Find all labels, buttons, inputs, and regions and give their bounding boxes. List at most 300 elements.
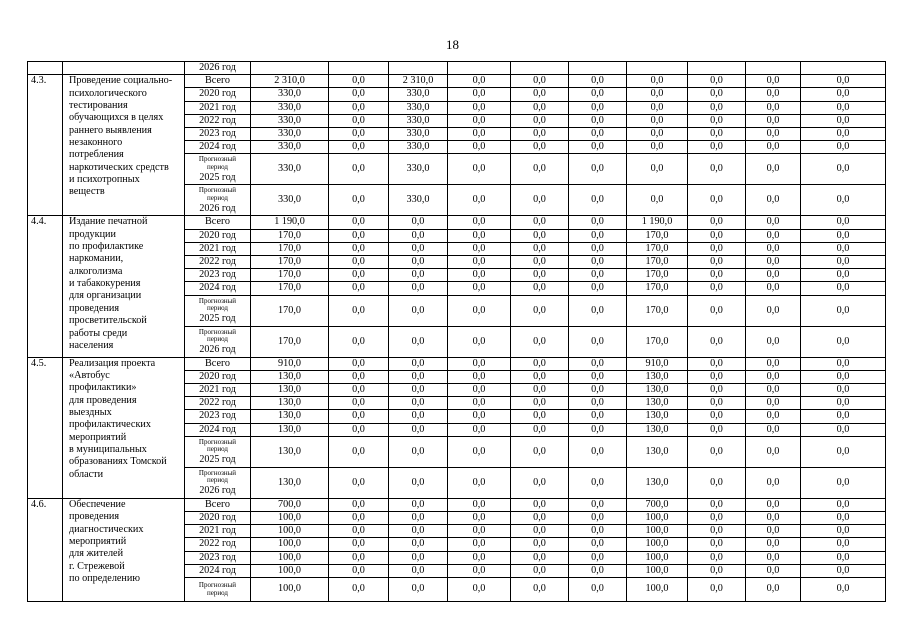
value-cell: 0,0	[688, 384, 746, 397]
value-cell: 0,0	[448, 256, 511, 269]
period-label: период	[207, 588, 228, 597]
table-row-continuation	[28, 62, 886, 75]
value-cell: 0,0	[511, 498, 569, 511]
value-cell: 0,0	[448, 295, 511, 326]
value-cell: 0,0	[389, 397, 448, 410]
value-cell: 170,0	[627, 229, 688, 242]
value-cell: 0,0	[569, 498, 627, 511]
value-cell: 0,0	[801, 185, 886, 216]
value-cell: 0,0	[569, 269, 627, 282]
description-line: Проведение социально-	[69, 75, 173, 87]
value-cell: 0,0	[688, 128, 746, 141]
value-cell: 0,0	[627, 185, 688, 216]
value-cell: 0,0	[569, 229, 627, 242]
value-cell: 0,0	[746, 467, 801, 498]
value-cell: 0,0	[801, 512, 886, 525]
period-label: период	[207, 445, 228, 454]
value-cell: 0,0	[329, 114, 389, 127]
value-cell: 0,0	[569, 423, 627, 436]
value-cell: 0,0	[329, 216, 389, 229]
value-cell: 0,0	[329, 512, 389, 525]
value-cell: 0,0	[627, 114, 688, 127]
value-cell: 0,0	[448, 538, 511, 551]
value-cell: 0,0	[569, 564, 627, 577]
value-cell: 0,0	[801, 141, 886, 154]
description-line: Издание печатной	[69, 216, 148, 228]
value-cell: 0,0	[688, 423, 746, 436]
value-cell: 0,0	[746, 128, 801, 141]
description-line: продукции	[69, 228, 116, 240]
value-cell: 0,0	[688, 256, 746, 269]
value-cell: 700,0	[627, 498, 688, 511]
value-cell: 0,0	[569, 88, 627, 101]
value-cell: 0,0	[511, 423, 569, 436]
value-cell: 0,0	[329, 141, 389, 154]
value-cell: 0,0	[746, 326, 801, 357]
value-cell: 0,0	[746, 295, 801, 326]
value-cell: 0,0	[329, 128, 389, 141]
description-line: по профилактике	[69, 241, 144, 253]
value-cell: 130,0	[251, 436, 329, 467]
period-cell	[185, 154, 251, 185]
item-description	[63, 75, 185, 216]
period-cell: 2021 год	[185, 101, 251, 114]
value-cell: 0,0	[801, 229, 886, 242]
value-cell: 0,0	[569, 216, 627, 229]
value-cell: 0,0	[801, 269, 886, 282]
value-cell: 700,0	[251, 498, 329, 511]
value-cell: 0,0	[329, 397, 389, 410]
value-cell: 0,0	[569, 357, 627, 370]
value-cell: 0,0	[801, 154, 886, 185]
value-cell: 0,0	[448, 551, 511, 564]
period-cell: 2020 год	[185, 512, 251, 525]
value-cell: 330,0	[251, 128, 329, 141]
value-cell: 0,0	[448, 525, 511, 538]
value-cell: 330,0	[251, 141, 329, 154]
value-cell: 0,0	[329, 88, 389, 101]
forecast-label: Прогнозный	[198, 186, 237, 195]
description-line: профилактических	[69, 419, 151, 431]
value-cell	[801, 62, 886, 75]
year-label: 2025 год	[199, 171, 236, 183]
period-cell: 2024 год	[185, 423, 251, 436]
value-cell: 0,0	[746, 551, 801, 564]
value-cell: 0,0	[448, 370, 511, 383]
period-cell: 2022 год	[185, 114, 251, 127]
period-cell: 2023 год	[185, 128, 251, 141]
value-cell: 0,0	[801, 423, 886, 436]
value-cell: 0,0	[746, 512, 801, 525]
value-cell: 0,0	[569, 370, 627, 383]
value-cell: 0,0	[329, 242, 389, 255]
value-cell: 0,0	[801, 397, 886, 410]
value-cell: 0,0	[389, 512, 448, 525]
item-number: 4.4.	[28, 216, 63, 357]
forecast-label: Прогнозный	[198, 580, 237, 589]
value-cell: 330,0	[389, 141, 448, 154]
value-cell: 0,0	[448, 410, 511, 423]
value-cell: 0,0	[801, 498, 886, 511]
value-cell	[251, 62, 329, 75]
value-cell: 0,0	[746, 525, 801, 538]
value-cell: 1 190,0	[627, 216, 688, 229]
value-cell: 0,0	[746, 141, 801, 154]
value-cell: 0,0	[448, 498, 511, 511]
value-cell: 0,0	[389, 410, 448, 423]
value-cell: 0,0	[511, 397, 569, 410]
value-cell	[569, 62, 627, 75]
value-cell: 130,0	[627, 370, 688, 383]
value-cell: 0,0	[688, 578, 746, 602]
value-cell: 0,0	[511, 154, 569, 185]
period-cell	[185, 326, 251, 357]
value-cell: 0,0	[801, 216, 886, 229]
table-row	[28, 75, 886, 88]
description-line: для проведения	[69, 394, 137, 406]
value-cell: 0,0	[746, 397, 801, 410]
value-cell: 0,0	[688, 75, 746, 88]
period-cell: 2021 год	[185, 525, 251, 538]
value-cell: 0,0	[746, 498, 801, 511]
value-cell: 330,0	[251, 185, 329, 216]
value-cell: 0,0	[329, 101, 389, 114]
value-cell: 0,0	[688, 410, 746, 423]
description-line: алкоголизма	[69, 265, 123, 277]
value-cell: 0,0	[801, 282, 886, 295]
description-line: образованиях Томской	[69, 456, 167, 468]
value-cell: 0,0	[801, 128, 886, 141]
table-row	[28, 498, 886, 511]
value-cell: 100,0	[251, 551, 329, 564]
value-cell: 0,0	[569, 512, 627, 525]
value-cell: 0,0	[511, 282, 569, 295]
value-cell: 0,0	[569, 397, 627, 410]
value-cell: 0,0	[801, 114, 886, 127]
value-cell: 0,0	[569, 410, 627, 423]
value-cell: 0,0	[511, 101, 569, 114]
value-cell: 0,0	[448, 88, 511, 101]
value-cell: 0,0	[389, 216, 448, 229]
year-label: 2026 год	[199, 484, 236, 496]
value-cell: 0,0	[448, 141, 511, 154]
value-cell: 0,0	[329, 154, 389, 185]
forecast-label: Прогнозный	[198, 327, 237, 336]
value-cell: 0,0	[448, 114, 511, 127]
value-cell: 0,0	[746, 423, 801, 436]
item-number: 4.6.	[28, 498, 63, 601]
page-number: 18	[446, 37, 459, 52]
value-cell: 0,0	[511, 564, 569, 577]
value-cell: 100,0	[627, 538, 688, 551]
value-cell	[389, 62, 448, 75]
period-cell	[185, 185, 251, 216]
value-cell: 0,0	[329, 75, 389, 88]
value-cell: 0,0	[448, 384, 511, 397]
value-cell: 170,0	[627, 242, 688, 255]
period-cell: 2021 год	[185, 242, 251, 255]
period-cell: 2026 год	[185, 62, 251, 75]
value-cell: 0,0	[329, 326, 389, 357]
forecast-label: Прогнозный	[198, 296, 237, 305]
value-cell: 0,0	[448, 357, 511, 370]
value-cell: 130,0	[627, 467, 688, 498]
value-cell: 0,0	[569, 436, 627, 467]
table-row	[28, 357, 886, 370]
description-line: наркомании,	[69, 253, 124, 265]
value-cell: 0,0	[511, 185, 569, 216]
value-cell: 0,0	[329, 295, 389, 326]
value-cell: 0,0	[329, 229, 389, 242]
value-cell: 0,0	[448, 397, 511, 410]
value-cell: 0,0	[746, 384, 801, 397]
value-cell: 0,0	[746, 357, 801, 370]
description-line: просветительской	[69, 315, 147, 327]
value-cell: 1 190,0	[251, 216, 329, 229]
value-cell: 100,0	[627, 578, 688, 602]
period-cell: Всего	[185, 357, 251, 370]
period-cell	[185, 467, 251, 498]
value-cell: 0,0	[801, 564, 886, 577]
value-cell: 2 310,0	[389, 75, 448, 88]
value-cell: 130,0	[627, 397, 688, 410]
description-line: незаконного	[69, 136, 123, 148]
value-cell: 330,0	[389, 128, 448, 141]
value-cell: 0,0	[688, 564, 746, 577]
value-cell: 0,0	[801, 88, 886, 101]
description-line: проведения	[69, 302, 120, 314]
period-cell: 2021 год	[185, 384, 251, 397]
value-cell: 0,0	[389, 578, 448, 602]
value-cell: 0,0	[688, 88, 746, 101]
forecast-label: Прогнозный	[198, 155, 237, 164]
value-cell: 0,0	[329, 410, 389, 423]
value-cell: 0,0	[329, 467, 389, 498]
value-cell: 0,0	[746, 229, 801, 242]
period-cell: 2024 год	[185, 141, 251, 154]
value-cell: 0,0	[746, 216, 801, 229]
value-cell: 330,0	[251, 114, 329, 127]
value-cell: 0,0	[688, 216, 746, 229]
value-cell: 0,0	[329, 551, 389, 564]
value-cell: 0,0	[329, 384, 389, 397]
value-cell: 0,0	[688, 114, 746, 127]
value-cell: 0,0	[569, 326, 627, 357]
period-label: период	[207, 335, 228, 344]
value-cell: 0,0	[627, 154, 688, 185]
value-cell: 0,0	[746, 101, 801, 114]
value-cell: 0,0	[746, 114, 801, 127]
value-cell: 0,0	[801, 551, 886, 564]
value-cell: 330,0	[251, 88, 329, 101]
value-cell: 0,0	[389, 295, 448, 326]
period-cell: 2020 год	[185, 88, 251, 101]
value-cell: 0,0	[746, 256, 801, 269]
value-cell: 0,0	[801, 525, 886, 538]
value-cell: 0,0	[511, 295, 569, 326]
value-cell: 0,0	[389, 551, 448, 564]
value-cell: 0,0	[801, 384, 886, 397]
year-label: 2026 год	[199, 343, 236, 355]
value-cell: 0,0	[511, 578, 569, 602]
value-cell: 100,0	[627, 551, 688, 564]
value-cell: 0,0	[448, 436, 511, 467]
description-line: потребления	[69, 149, 124, 161]
value-cell: 0,0	[329, 256, 389, 269]
value-cell: 0,0	[448, 154, 511, 185]
description-line: наркотических средств	[69, 161, 169, 173]
description-line: мероприятий	[69, 535, 127, 547]
value-cell: 0,0	[511, 384, 569, 397]
value-cell: 0,0	[389, 467, 448, 498]
value-cell: 0,0	[389, 498, 448, 511]
period-cell	[185, 436, 251, 467]
budget-table	[27, 61, 886, 602]
value-cell: 0,0	[389, 384, 448, 397]
value-cell: 130,0	[627, 384, 688, 397]
value-cell	[627, 62, 688, 75]
value-cell: 0,0	[688, 538, 746, 551]
value-cell: 100,0	[627, 525, 688, 538]
value-cell: 0,0	[627, 75, 688, 88]
value-cell: 100,0	[251, 564, 329, 577]
value-cell: 330,0	[251, 154, 329, 185]
value-cell: 0,0	[569, 242, 627, 255]
value-cell: 0,0	[511, 512, 569, 525]
period-cell: 2022 год	[185, 538, 251, 551]
value-cell: 0,0	[389, 242, 448, 255]
value-cell: 0,0	[746, 282, 801, 295]
value-cell: 0,0	[389, 564, 448, 577]
value-cell: 0,0	[569, 185, 627, 216]
value-cell: 910,0	[627, 357, 688, 370]
value-cell: 0,0	[569, 256, 627, 269]
value-cell: 0,0	[448, 564, 511, 577]
year-label: 2025 год	[199, 312, 236, 324]
value-cell: 0,0	[688, 512, 746, 525]
value-cell: 0,0	[511, 467, 569, 498]
description-line: психологического	[69, 87, 147, 99]
value-cell: 0,0	[688, 185, 746, 216]
value-cell: 0,0	[569, 101, 627, 114]
value-cell: 130,0	[251, 370, 329, 383]
value-cell: 0,0	[746, 410, 801, 423]
value-cell: 0,0	[329, 282, 389, 295]
value-cell: 0,0	[448, 216, 511, 229]
value-cell: 0,0	[688, 357, 746, 370]
value-cell: 0,0	[511, 410, 569, 423]
value-cell: 0,0	[389, 436, 448, 467]
description-line: проведения	[69, 511, 120, 523]
value-cell: 170,0	[251, 282, 329, 295]
value-cell: 0,0	[511, 88, 569, 101]
value-cell: 0,0	[688, 141, 746, 154]
value-cell: 0,0	[801, 75, 886, 88]
value-cell: 0,0	[569, 525, 627, 538]
value-cell: 0,0	[746, 370, 801, 383]
value-cell: 0,0	[569, 141, 627, 154]
value-cell: 0,0	[801, 410, 886, 423]
value-cell: 0,0	[511, 551, 569, 564]
value-cell: 130,0	[627, 410, 688, 423]
value-cell: 0,0	[511, 229, 569, 242]
value-cell: 0,0	[569, 538, 627, 551]
value-cell: 0,0	[688, 295, 746, 326]
description-line: работы среди	[69, 327, 128, 339]
description-line: по определению	[69, 572, 140, 584]
value-cell: 0,0	[627, 101, 688, 114]
description-cell	[63, 62, 185, 75]
item-description	[63, 216, 185, 357]
value-cell: 0,0	[627, 128, 688, 141]
value-cell: 130,0	[627, 423, 688, 436]
description-line: г. Стрежевой	[69, 560, 125, 572]
value-cell: 0,0	[511, 114, 569, 127]
value-cell: 0,0	[329, 423, 389, 436]
period-label: период	[207, 476, 228, 485]
value-cell: 0,0	[688, 436, 746, 467]
forecast-label: Прогнозный	[198, 468, 237, 477]
value-cell: 0,0	[569, 75, 627, 88]
value-cell: 0,0	[511, 436, 569, 467]
value-cell: 0,0	[688, 498, 746, 511]
period-label: период	[207, 162, 228, 171]
period-cell: 2023 год	[185, 551, 251, 564]
description-line: веществ	[69, 186, 105, 198]
period-cell: 2022 год	[185, 397, 251, 410]
value-cell: 0,0	[511, 128, 569, 141]
value-cell: 0,0	[448, 229, 511, 242]
value-cell: 0,0	[448, 423, 511, 436]
period-cell: Всего	[185, 75, 251, 88]
value-cell: 0,0	[448, 269, 511, 282]
value-cell: 170,0	[627, 282, 688, 295]
description-line: выездных	[69, 407, 112, 419]
value-cell: 0,0	[688, 370, 746, 383]
value-cell: 0,0	[801, 101, 886, 114]
value-cell: 0,0	[569, 295, 627, 326]
value-cell: 0,0	[688, 242, 746, 255]
value-cell: 0,0	[801, 467, 886, 498]
description-line: профилактики»	[69, 382, 137, 394]
value-cell: 0,0	[448, 282, 511, 295]
period-label: период	[207, 193, 228, 202]
value-cell: 0,0	[329, 436, 389, 467]
period-cell: 2020 год	[185, 370, 251, 383]
value-cell: 0,0	[746, 75, 801, 88]
value-cell: 0,0	[801, 242, 886, 255]
value-cell: 0,0	[801, 436, 886, 467]
year-label: 2025 год	[199, 453, 236, 465]
value-cell: 0,0	[448, 326, 511, 357]
value-cell: 0,0	[511, 525, 569, 538]
value-cell: 100,0	[627, 512, 688, 525]
description-line: тестирования	[69, 99, 128, 111]
value-cell: 0,0	[569, 282, 627, 295]
value-cell: 0,0	[329, 370, 389, 383]
description-line: Обеспечение	[69, 498, 126, 510]
value-cell: 170,0	[627, 326, 688, 357]
period-cell: 2024 год	[185, 564, 251, 577]
value-cell: 0,0	[801, 295, 886, 326]
description-line: области	[69, 468, 104, 480]
value-cell: 0,0	[627, 141, 688, 154]
value-cell: 170,0	[627, 295, 688, 326]
period-cell: 2024 год	[185, 282, 251, 295]
value-cell: 0,0	[688, 229, 746, 242]
value-cell: 0,0	[746, 185, 801, 216]
value-cell: 130,0	[251, 384, 329, 397]
